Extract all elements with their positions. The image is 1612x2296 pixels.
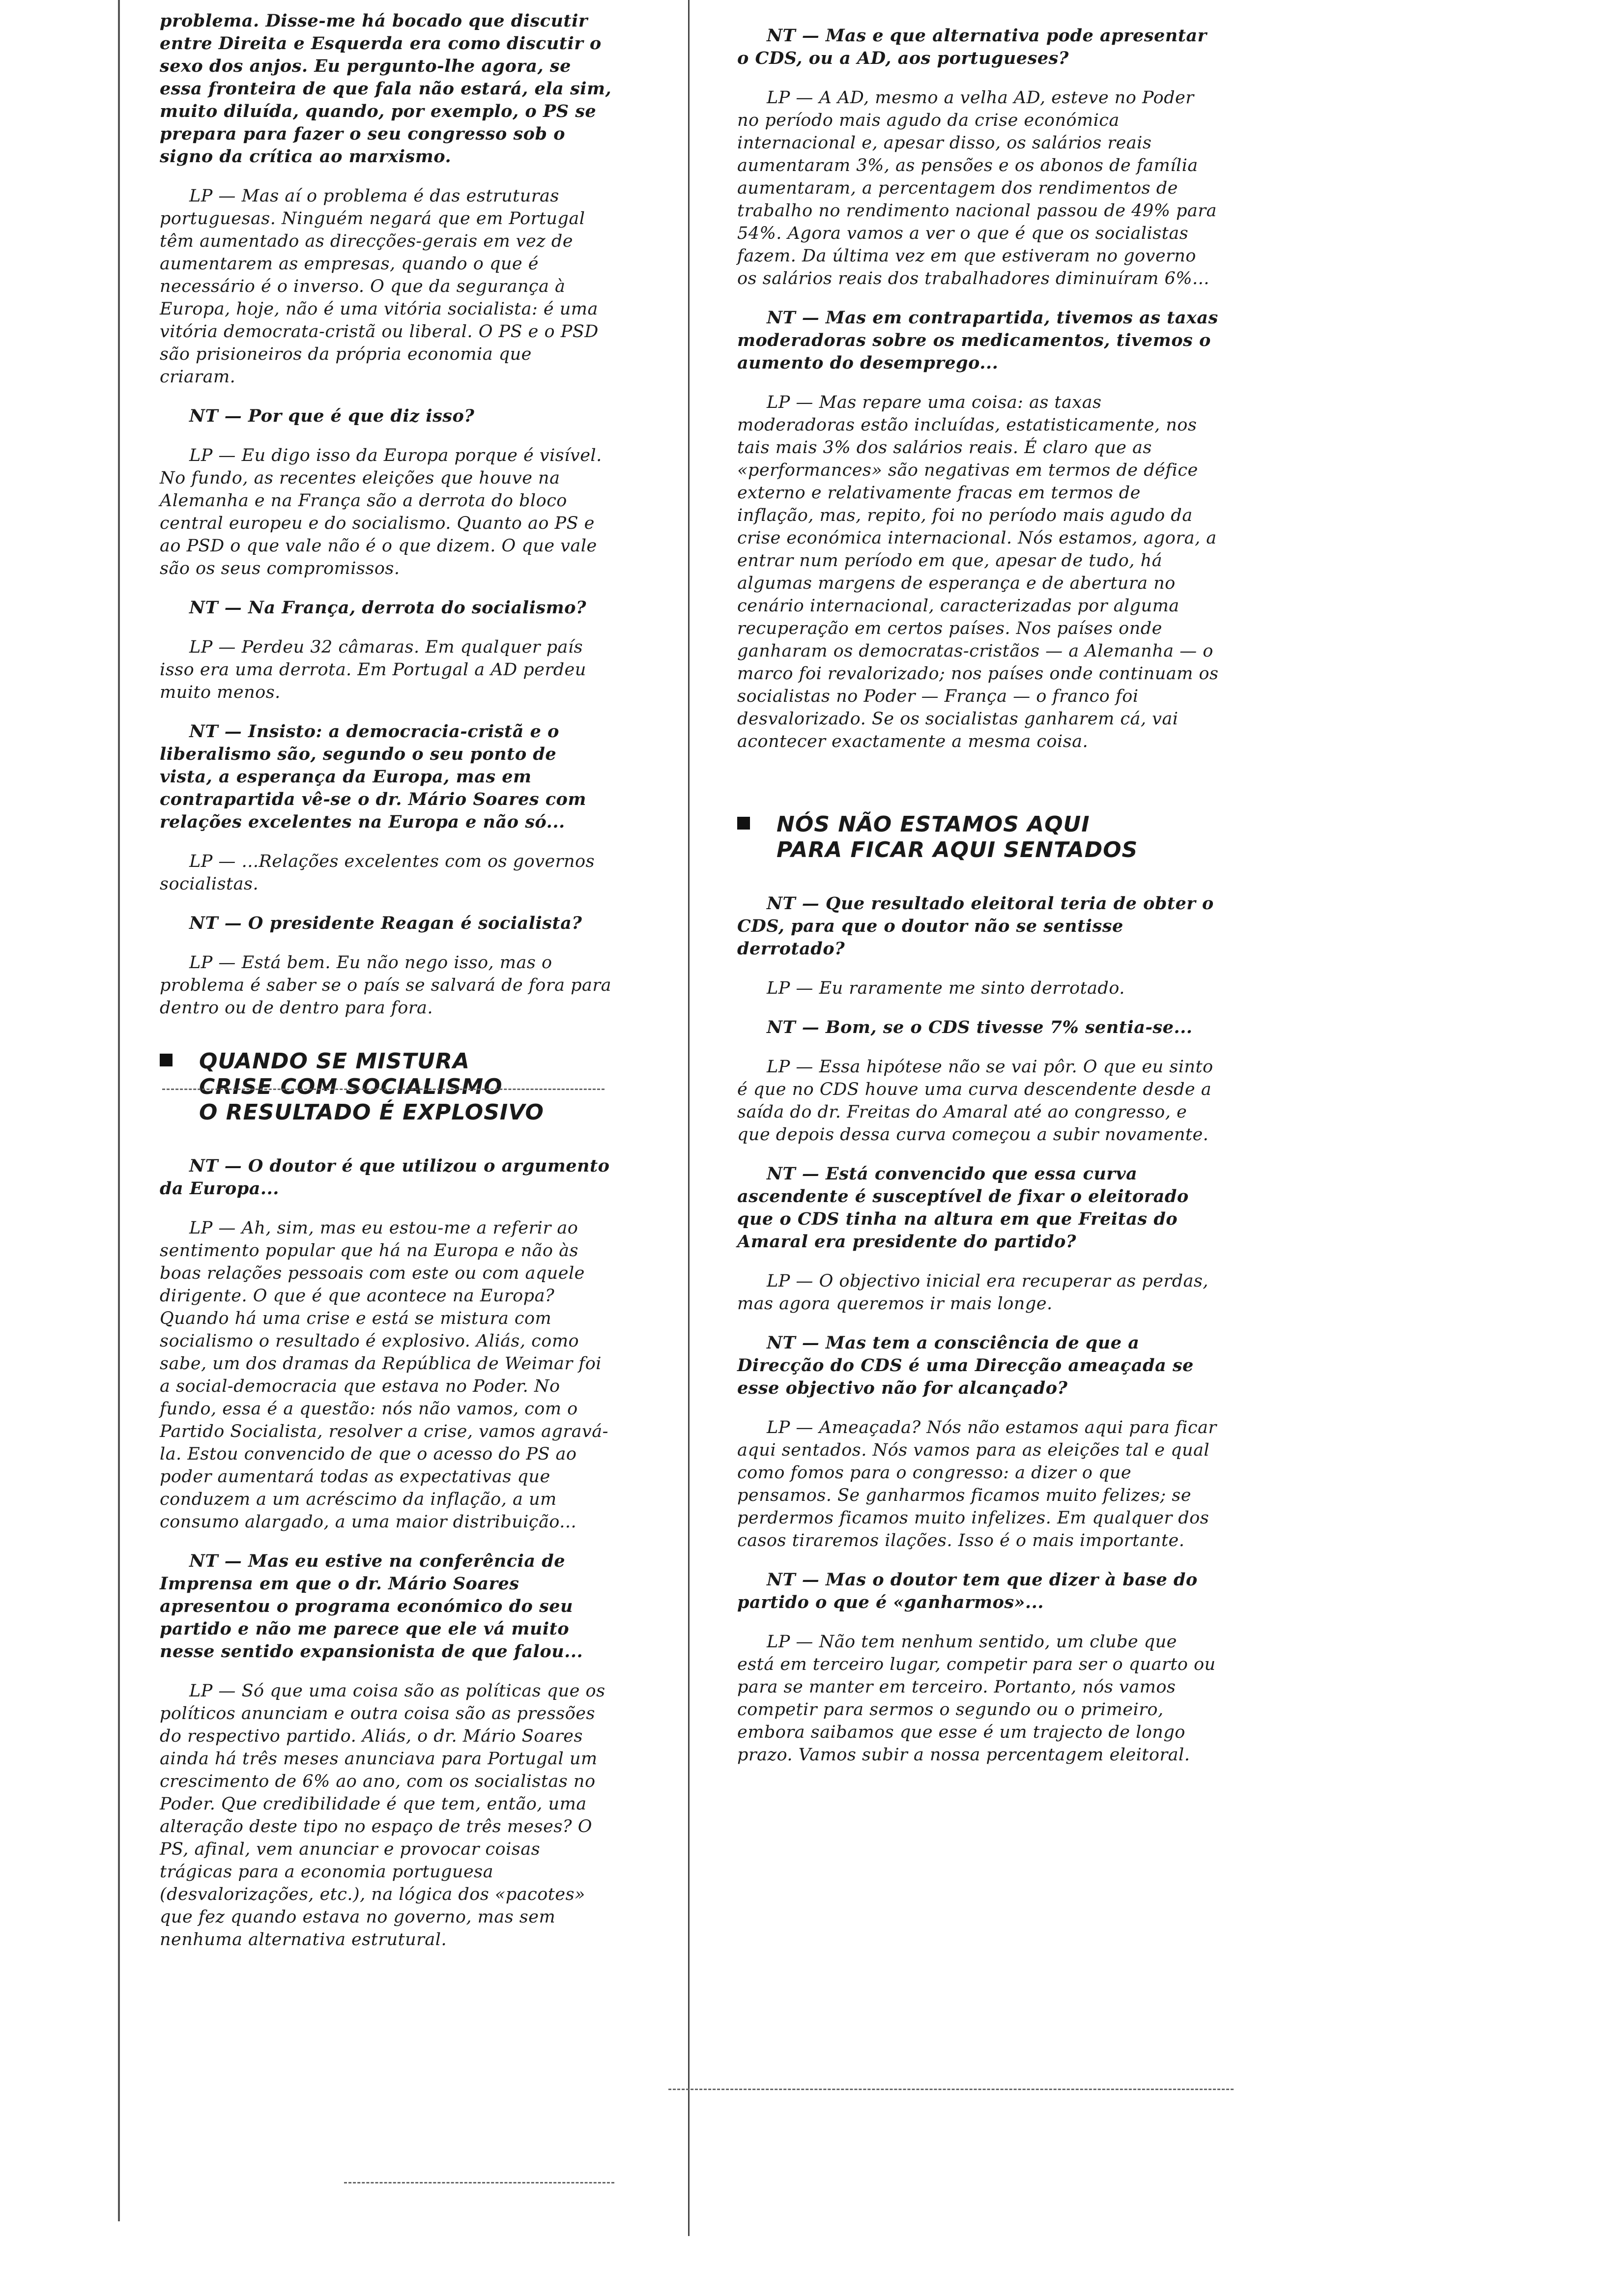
answer-paragraph: LP — ...Relações excelentes com os governos socialistas. <box>160 852 595 894</box>
scan-artifact-line <box>344 2182 614 2183</box>
left-column <box>160 10 612 1968</box>
answer-paragraph: LP — Não tem nenhum sentido, um clube que está em terceiro lugar, competir para ser o quarto ou para se manter em terceiro. Portanto, nós vamos competir para sermos o segundo ou o primeiro, embora saibamos que esse é um trajecto de longo prazo. Vamos subir a nossa percentagem eleitoral. <box>737 1632 1216 1765</box>
right-column <box>737 25 1219 1783</box>
question-paragraph: NT — Está convencido que essa curva ascendente é susceptível de fixar o eleitorado que o CDS tinha na altura em que Freitas do Amaral era presidente do partido? <box>737 1164 1189 1252</box>
answer-paragraph: LP — Perdeu 32 câmaras. Em qualquer país isso era uma derrota. Em Portugal a AD perdeu muito menos. <box>160 637 586 702</box>
heading-line: O RESULTADO É EXPLOSIVO <box>199 1100 544 1125</box>
answer-paragraph: LP — Está bem. Eu não nego isso, mas o problema é saber se o país se salvará de fora para dentro ou de dentro para fora. <box>160 953 611 1018</box>
heading-bullet-icon <box>160 1054 173 1066</box>
question-paragraph: NT — Mas tem a consciência de que a Direcção do CDS é uma Direcção ameaçada se esse objectivo não for alcançado? <box>737 1333 1194 1398</box>
answer-paragraph: LP — Mas repare uma coisa: as taxas moderadoras estão incluídas, estatisticamente, nos tais mais 3% dos salários reais. É claro que as «performances» são negativas em termos de défice externo e relativamente fracas em termos de inflação, mas, repito, foi no período mais agudo da crise económica internacional. Nós estamos, agora, a entrar num período em que, apesar de tudo, há algumas margens de esperança e de abertura no cenário internacional, caracterizadas por alguma recuperação em certos países. Nos países onde ganharam os democratas-cristãos — a Alemanha — o marco foi revalorizado; nos países onde continuam os socialistas no Poder — França — o franco foi desvalorizado. Se os socialistas ganharem cá, vai acontecer exactamente a mesma coisa. <box>737 393 1219 751</box>
question-paragraph: NT — Na França, derrota do socialismo? <box>189 598 586 618</box>
page-edge-line <box>118 0 120 2221</box>
heading-line: QUANDO SE MISTURA <box>199 1049 470 1074</box>
question-paragraph: NT — O doutor é que utilizou o argumento da Europa... <box>160 1156 610 1199</box>
question-paragraph: problema. Disse-me há bocado que discutir entre Direita e Esquerda era como discutir o sexo dos anjos. Eu pergunto-lhe agora, se essa fronteira de que fala não estará, ela sim, muito diluída, quando, por exemplo, o PS se prepara para fazer o seu congresso sob o signo da crítica ao marxismo. <box>160 11 612 167</box>
question-paragraph: NT — Insisto: a democracia-cristã e o liberalismo são, segundo o seu ponto de vista, a esperança da Europa, mas em contrapartida vê-se o dr. Mário Soares com relações excelentes na Europa e não só... <box>160 721 586 832</box>
answer-paragraph: LP — O objectivo inicial era recuperar as perdas, mas agora queremos ir mais longe. <box>737 1271 1209 1314</box>
heading-line: PARA FICAR AQUI SENTADOS <box>777 837 1138 862</box>
answer-paragraph: LP — Mas aí o problema é das estruturas portuguesas. Ninguém negará que em Portugal têm aumentado as direcções-gerais em vez de aumentarem as empresas, quando o que é necessário é o inverso. O que da segurança à Europa, hoje, não é uma vitória socialista: é uma vitória democrata-cristã ou liberal. O PS e o PSD são prisioneiros da própria economia que criaram. <box>160 186 599 387</box>
heading-line: CRISE COM SOCIALISMO <box>199 1074 503 1099</box>
question-paragraph: NT — Mas e que alternativa pode apresentar o CDS, ou a AD, aos portugueses? <box>737 26 1207 68</box>
answer-paragraph: LP — Ameaçada? Nós não estamos aqui para ficar aqui sentados. Nós vamos para as eleições tal e qual como fomos para o congresso: a dizer o que pensamos. Se ganharmos ficamos muito felizes; se perdermos ficamos muito infelizes. Em qualquer dos casos tiraremos ilações. Isso é o mais importante. <box>737 1418 1217 1550</box>
answer-paragraph: LP — Só que uma coisa são as políticas que os políticos anunciam e outra coisa são as pressões do respectivo partido. Aliás, o dr. Mário Soares ainda há três meses anunciava para Portugal um crescimento de 6% ao ano, com os socialistas no Poder. Que credibilidade é que tem, então, uma alteração deste tipo no espaço de três meses? O PS, afinal, vem anunciar e provocar coisas trágicas para a economia portuguesa (desvalorizações, etc.), na lógica dos «pacotes» que fez quando estava no governo, mas sem nenhuma alternativa estrutural. <box>160 1681 605 1950</box>
question-paragraph: NT — Bom, se o CDS tivesse 7% sentia-se... <box>767 1017 1193 1037</box>
question-paragraph: NT — Mas em contrapartida, tivemos as taxas moderadoras sobre os medicamentos, tivemos o aumento do desemprego... <box>737 308 1218 373</box>
question-paragraph: NT — Mas eu estive na conferência de Imprensa em que o dr. Mário Soares apresentou o programa económico do seu partido e não me parece que ele vá muito nesse sentido expansionista de que falou... <box>160 1551 583 1662</box>
answer-paragraph: LP — Essa hipótese não se vai pôr. O que eu sinto é que no CDS houve uma curva descendente desde a saída do dr. Freitas do Amaral até ao congresso, e que depois dessa curva começou a subir novamente. <box>737 1057 1213 1145</box>
section-heading <box>160 1049 612 1125</box>
section-heading <box>737 812 1219 863</box>
answer-paragraph: LP — A AD, mesmo a velha AD, esteve no Poder no período mais agudo da crise económica internacional e, apesar disso, os salários reais aumentaram 3%, as pensões e os abonos de família aumentaram, a percentagem dos rendimentos de trabalho no rendimento nacional passou de 49% para 54%. Agora vamos a ver o que é que os socialistas fazem. Da última vez em que estiveram no governo os salários reais dos trabalhadores diminuíram 6%... <box>737 88 1217 288</box>
question-paragraph: NT — Por que é que diz isso? <box>189 406 475 426</box>
question-paragraph: NT — Mas o doutor tem que dizer à base do partido o que é «ganharmos»... <box>737 1570 1198 1612</box>
answer-paragraph: LP — Ah, sim, mas eu estou-me a referir ao sentimento popular que há na Europa e não às boas relações pessoais com este ou com aquele dirigente. O que é que acontece na Europa? Quando há uma crise e está se mistura com socialismo o resultado é explosivo. Aliás, como sabe, um dos dramas da República de Weimar foi a social-democracia que estava no Poder. No fundo, essa é a questão: nós não vamos, com o Partido Socialista, resolver a crise, vamos agravá-la. Estou convencido de que o acesso do PS ao poder aumentará todas as expectativas que conduzem a um acréscimo da inflação, a um consumo alargado, a uma maior distribuição... <box>160 1218 608 1532</box>
answer-paragraph: LP — Eu digo isso da Europa porque é visível. No fundo, as recentes eleições que houve na Alemanha e na França são a derrota do bloco central europeu e do socialismo. Quanto ao PS e ao PSD o que vale não é o que dizem. O que vale são os seus compromissos. <box>160 446 602 578</box>
heading-bullet-icon <box>737 817 750 830</box>
scan-artifact-line <box>668 2089 1234 2090</box>
question-paragraph: NT — Que resultado eleitoral teria de obter o CDS, para que o doutor não se sentisse derrotado? <box>737 893 1214 959</box>
question-paragraph: NT — O presidente Reagan é socialista? <box>189 913 582 933</box>
answer-paragraph: LP — Eu raramente me sinto derrotado. <box>767 978 1125 998</box>
scan-artifact-line <box>162 1089 604 1090</box>
heading-line: NÓS NÃO ESTAMOS AQUI <box>777 812 1090 837</box>
column-divider <box>688 0 690 2236</box>
